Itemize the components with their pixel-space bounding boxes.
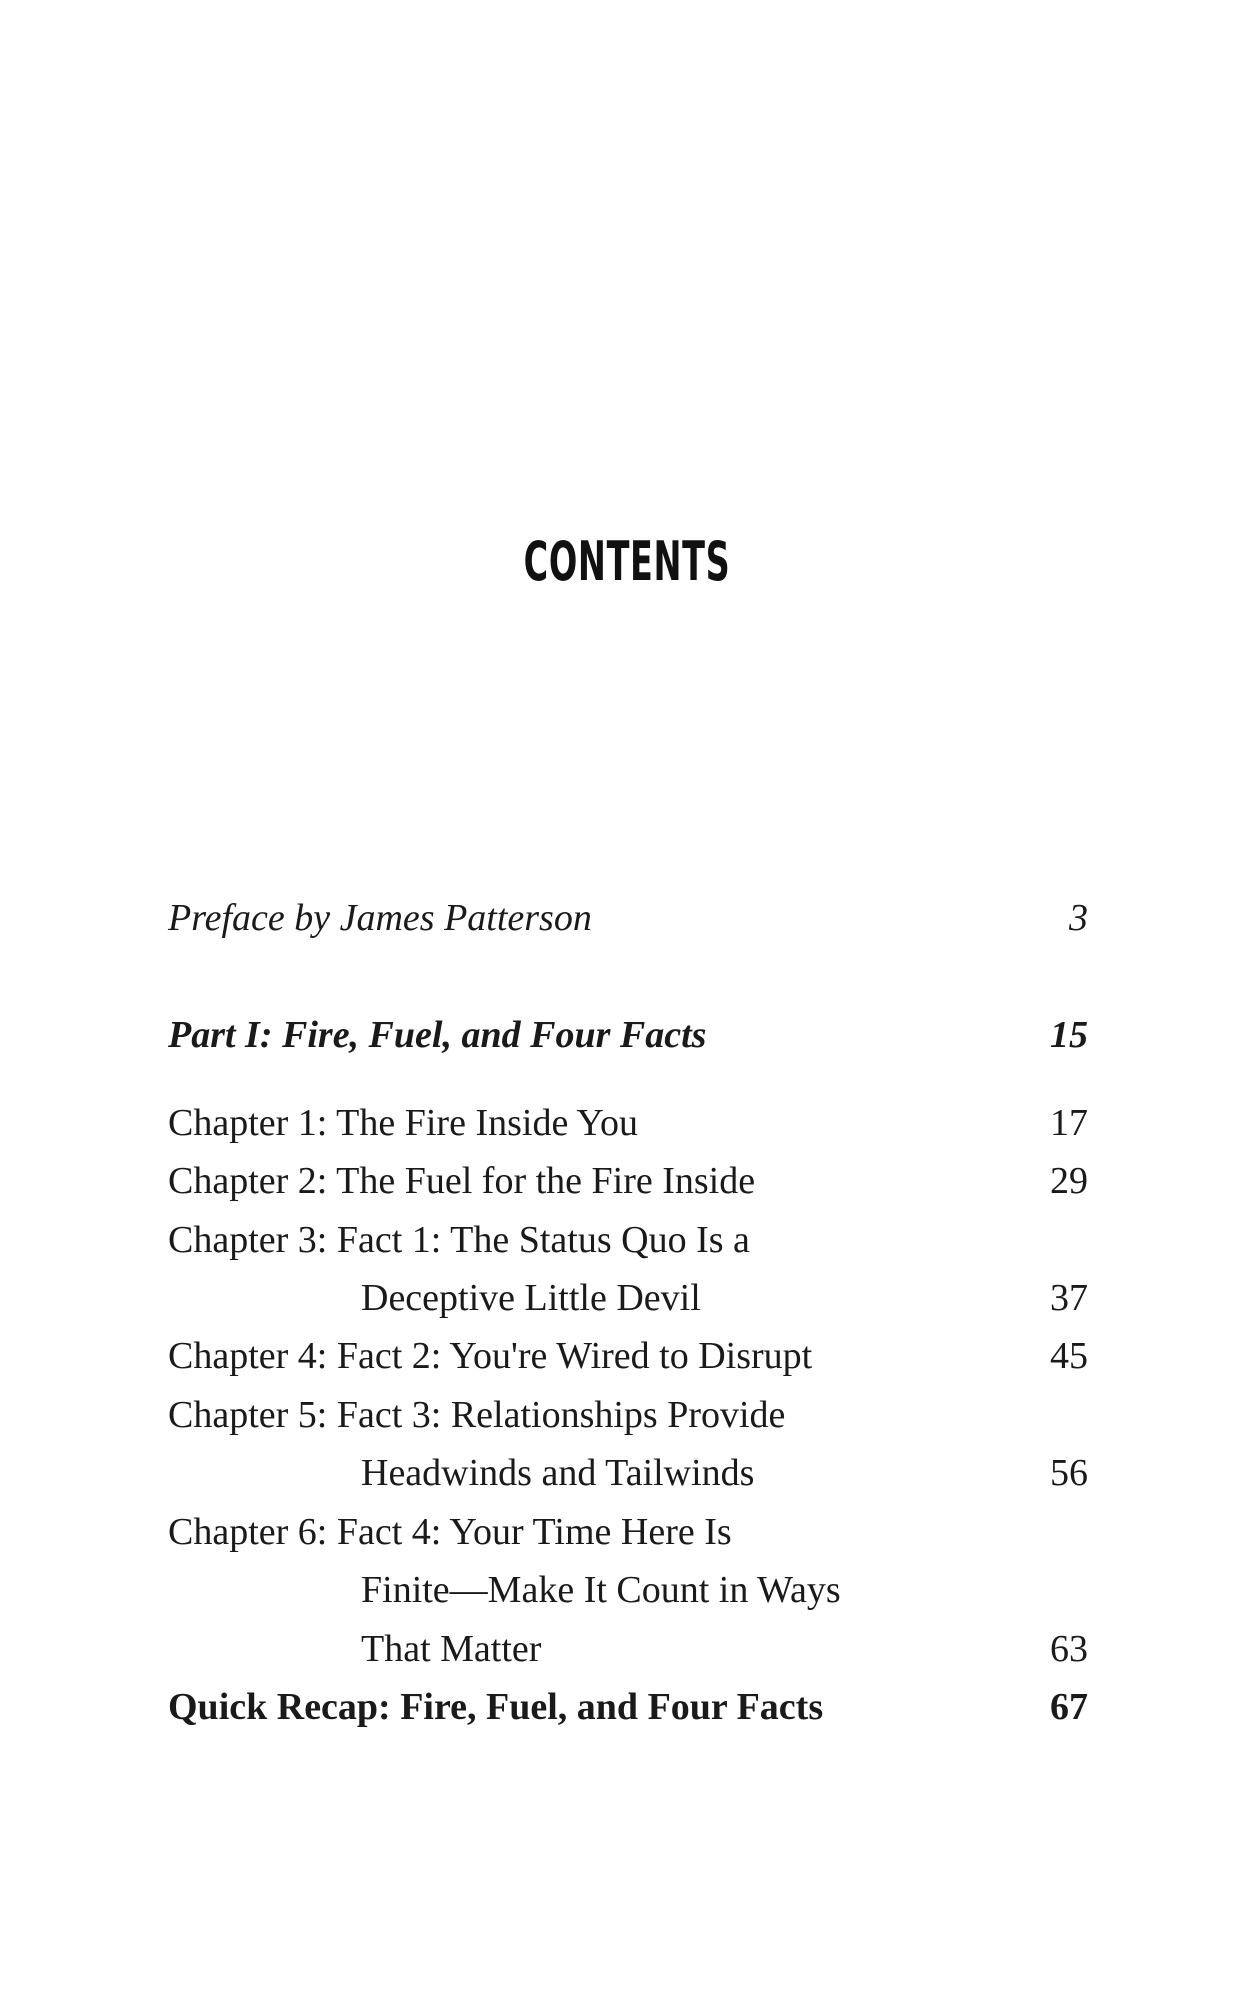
toc-entry-label: Preface by James Patterson <box>168 897 592 939</box>
toc-entry-label-continued: That Matter <box>361 1628 542 1670</box>
toc-entry-chapter-1[interactable] <box>168 1098 1088 1148</box>
toc-entry-label: Quick Recap: Fire, Fuel, and Four Facts <box>168 1686 824 1728</box>
toc-page-number: 3 <box>1069 897 1088 939</box>
toc-entry-part-1[interactable] <box>168 1010 1088 1060</box>
toc-entry-label: Chapter 3: Fact 1: The Status Quo Is a <box>168 1219 750 1261</box>
toc-entry-quick-recap[interactable] <box>168 1682 1088 1732</box>
toc-entry-chapter-2[interactable] <box>168 1156 1088 1206</box>
toc-page-number: 45 <box>1050 1335 1088 1377</box>
toc-entry-label-continued: Finite—Make It Count in Ways <box>361 1569 841 1611</box>
toc-entry-label: Chapter 4: Fact 2: You're Wired to Disrupt <box>168 1335 813 1377</box>
toc-entry-chapter-6-continued[interactable] <box>168 1565 1088 1615</box>
toc-entry-chapter-6-continued[interactable] <box>168 1624 1088 1674</box>
toc-page-number: 56 <box>1050 1452 1088 1494</box>
toc-entry-label: Chapter 1: The Fire Inside You <box>168 1102 639 1144</box>
toc-entry-chapter-3-continued[interactable] <box>168 1273 1088 1323</box>
toc-page-number: 17 <box>1050 1102 1088 1144</box>
toc-entry-label: Part I: Fire, Fuel, and Four Facts <box>168 1014 707 1056</box>
toc-page-number: 37 <box>1050 1277 1088 1319</box>
toc-entry-chapter-4[interactable] <box>168 1331 1088 1381</box>
toc-entry-chapter-6[interactable] <box>168 1507 1088 1557</box>
toc-entry-label-continued: Deceptive Little Devil <box>361 1277 701 1319</box>
toc-entry-label-continued: Headwinds and Tailwinds <box>361 1452 755 1494</box>
toc-entry-label: Chapter 5: Fact 3: Relationships Provide <box>168 1394 786 1436</box>
toc-page-number: 15 <box>1050 1014 1088 1056</box>
toc-entry-chapter-5-continued[interactable] <box>168 1448 1088 1498</box>
toc-page-number: 63 <box>1050 1628 1088 1670</box>
page-title: CONTENTS <box>523 530 731 593</box>
toc-entry-label: Chapter 6: Fact 4: Your Time Here Is <box>168 1511 732 1553</box>
toc-page-number: 67 <box>1050 1686 1088 1728</box>
toc-entry-chapter-3[interactable] <box>168 1215 1088 1265</box>
toc-entry-chapter-5[interactable] <box>168 1390 1088 1440</box>
toc-entry-label: Chapter 2: The Fuel for the Fire Inside <box>168 1160 756 1202</box>
toc-entry-preface[interactable] <box>168 893 1088 943</box>
toc-page-number: 29 <box>1050 1160 1088 1202</box>
